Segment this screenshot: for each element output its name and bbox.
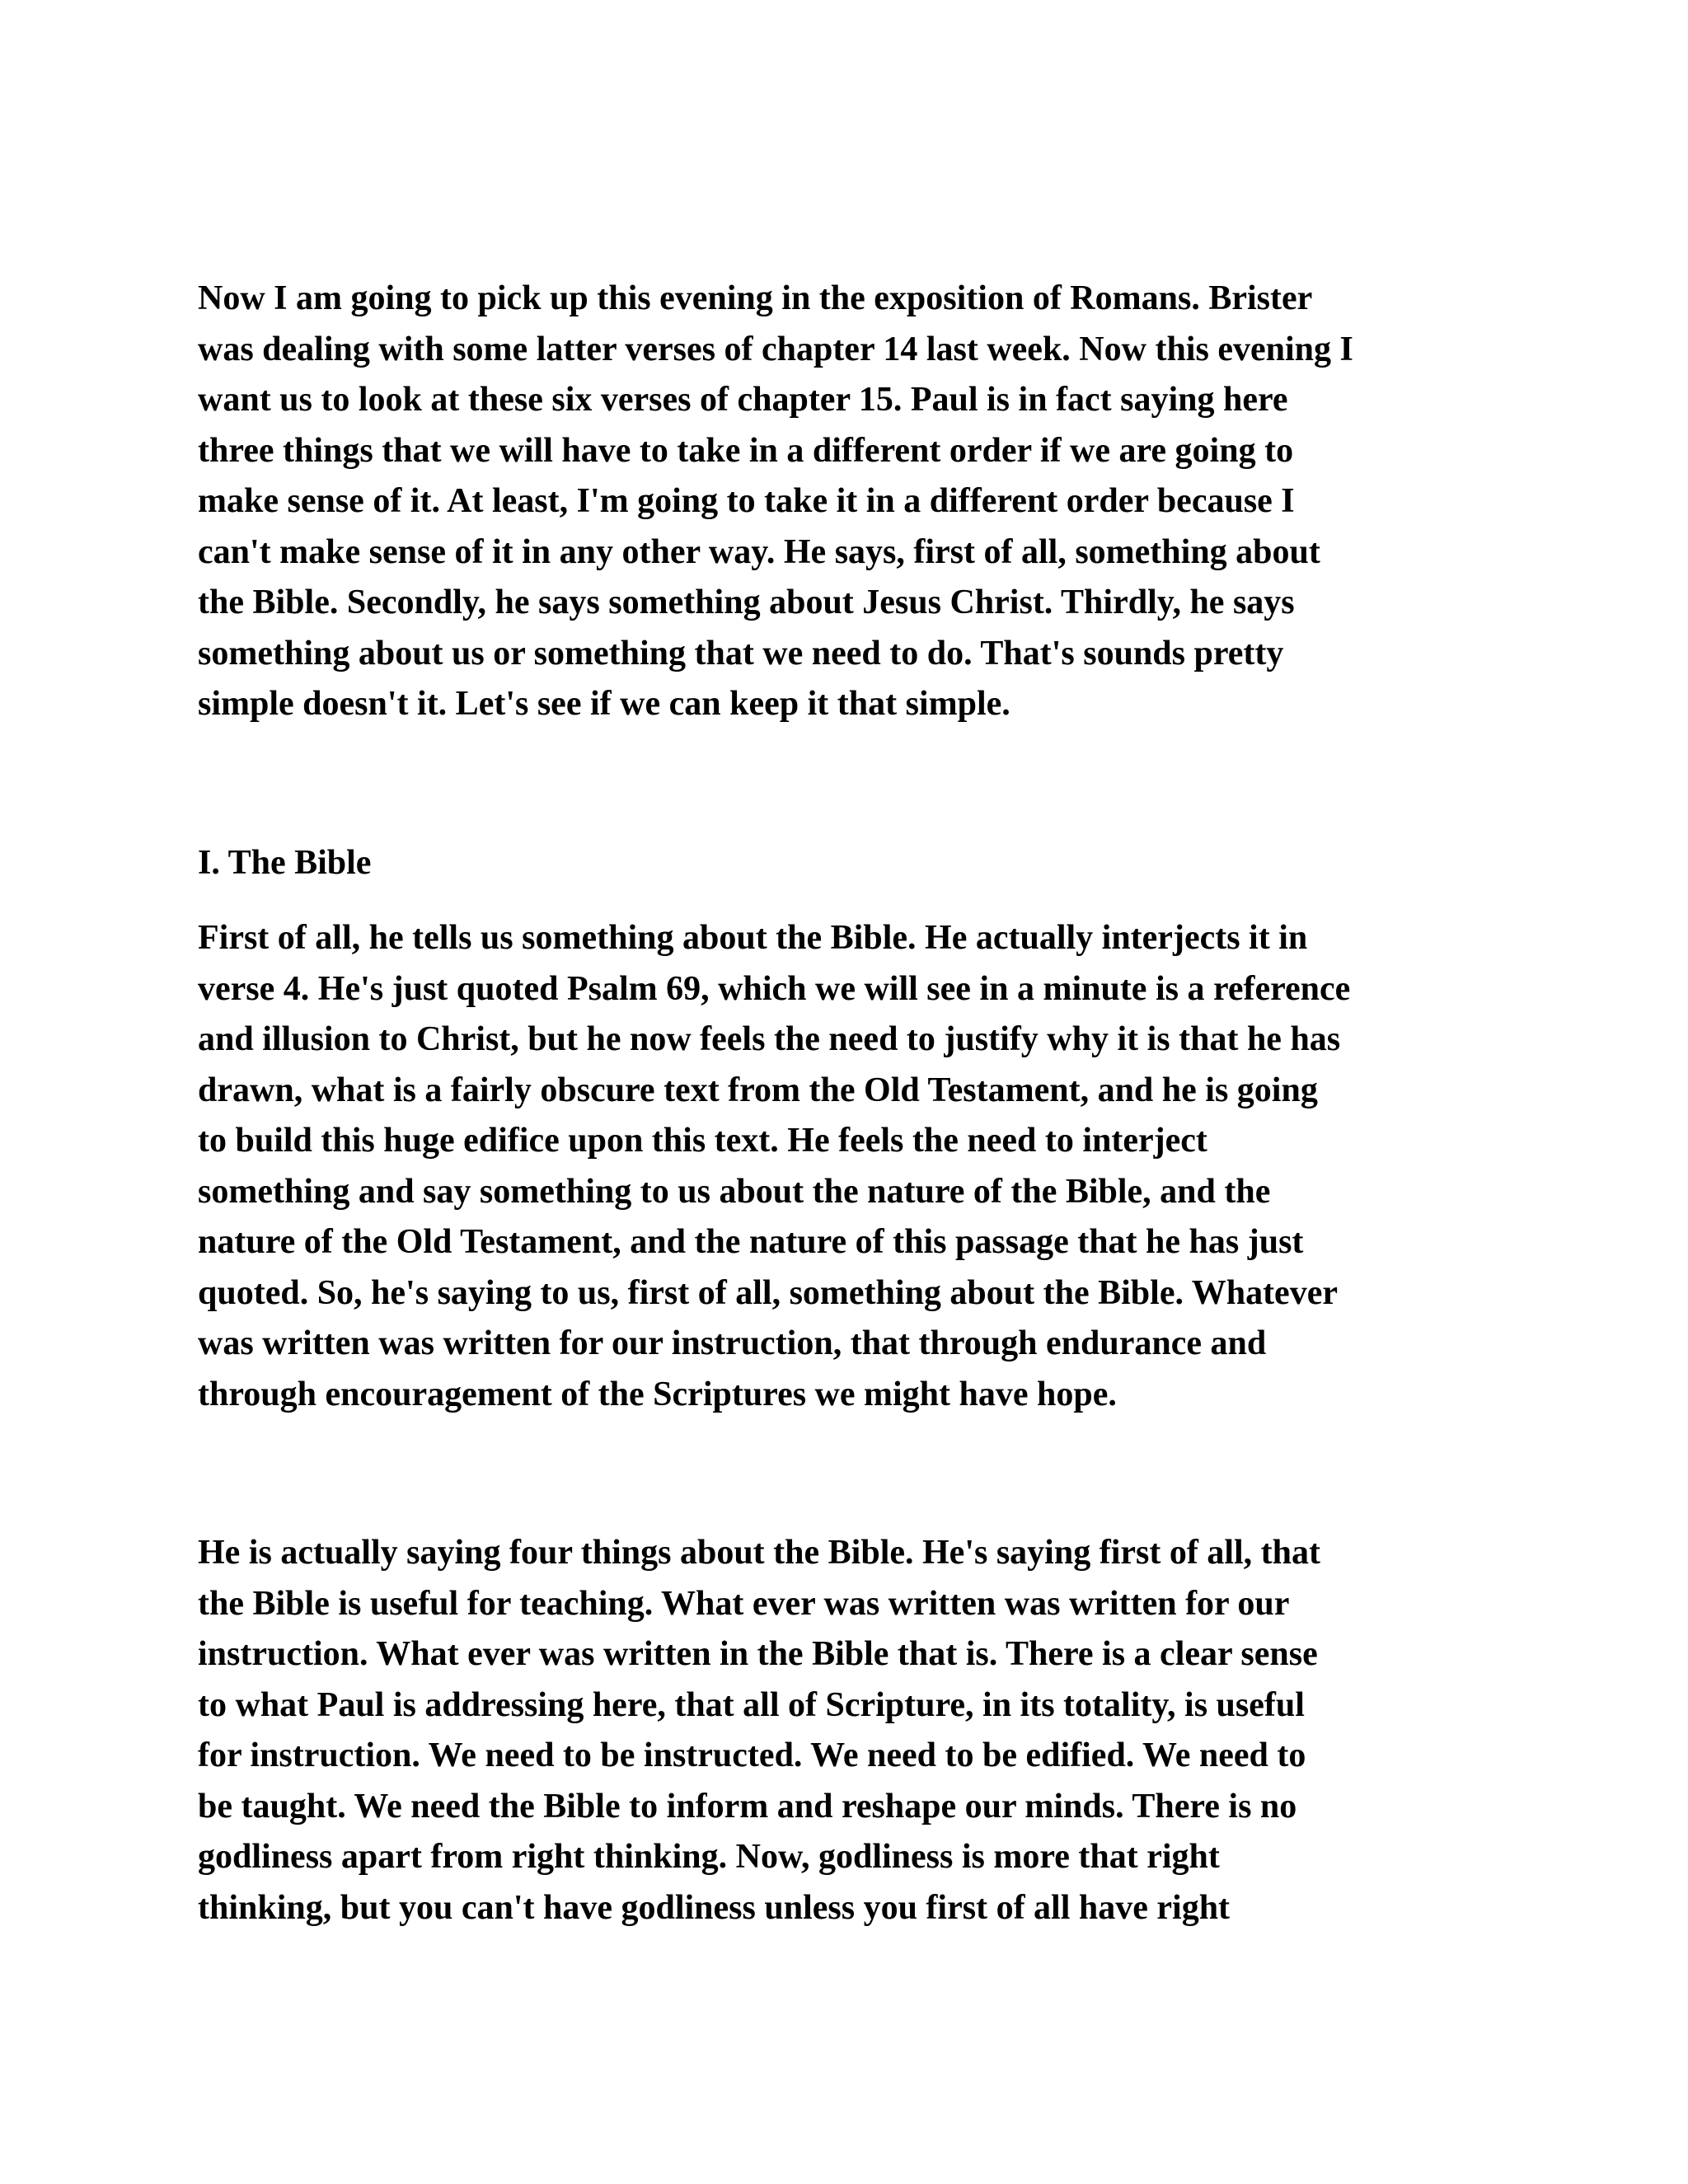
text-line: be taught. We need the Bible to inform and reshape our minds. There is no xyxy=(198,1787,1297,1825)
document-body xyxy=(198,274,1517,1933)
text-line: to what Paul is addressing here, that all of Scripture, in its totality, is useful xyxy=(198,1685,1305,1724)
text-line: drawn, what is a fairly obscure text from the Old Testament, and he is going xyxy=(198,1071,1318,1109)
section-heading xyxy=(198,838,1517,889)
text-line: First of all, he tells us something about the Bible. He actually interjects it in xyxy=(198,919,1308,957)
paragraph-four-things xyxy=(198,1528,1517,1933)
text-line: for instruction. We need to be instructed. We need to be edified. We need to xyxy=(198,1736,1306,1774)
text-line: to build this huge edifice upon this text. He feels the need to interject xyxy=(198,1122,1207,1160)
text-line: nature of the Old Testament, and the nature of this passage that he has just xyxy=(198,1223,1304,1261)
text-line: Now I am going to pick up this evening in the exposition of Romans. Brister xyxy=(198,279,1313,317)
paragraph-bible-intro xyxy=(198,913,1517,1420)
text-line: simple doesn't it. Let's see if we can keep it that simple. xyxy=(198,685,1010,723)
text-line: was written was written for our instruction, that through endurance and xyxy=(198,1324,1267,1362)
text-line: can't make sense of it in any other way. He says, first of all, something about xyxy=(198,532,1320,571)
text-line: the Bible. Secondly, he says something about Jesus Christ. Thirdly, he says xyxy=(198,583,1295,621)
text-line: godliness apart from right thinking. Now, godliness is more that right xyxy=(198,1838,1220,1876)
text-line: quoted. So, he's saying to us, first of all, something about the Bible. Whatever xyxy=(198,1273,1338,1312)
paragraph-intro xyxy=(198,274,1517,730)
text-line: and illusion to Christ, but he now feels the need to justify why it is that he has xyxy=(198,1020,1341,1058)
text-line: three things that we will have to take in a different order if we are going to xyxy=(198,431,1294,470)
text-line: the Bible is useful for teaching. What ever was written was written for our xyxy=(198,1584,1290,1623)
text-line: something and say something to us about the nature of the Bible, and the xyxy=(198,1172,1271,1211)
text-line: make sense of it. At least, I'm going to take it in a different order because I xyxy=(198,482,1295,520)
text-line: verse 4. He's just quoted Psalm 69, which we will see in a minute is a reference xyxy=(198,969,1351,1008)
text-line: instruction. What ever was written in the Bible that is. There is a clear sense xyxy=(198,1635,1318,1673)
text-line: He is actually saying four things about the Bible. He's saying first of all, that xyxy=(198,1534,1320,1572)
section-heading-text: I. The Bible xyxy=(198,843,372,882)
text-line: something about us or something that we need to do. That's sounds pretty xyxy=(198,634,1284,673)
text-line: thinking, but you can't have godliness unless you first of all have right xyxy=(198,1888,1231,1927)
text-line: want us to look at these six verses of chapter 15. Paul is in fact saying here xyxy=(198,381,1288,419)
text-line: through encouragement of the Scriptures we might have hope. xyxy=(198,1375,1117,1413)
text-line: was dealing with some latter verses of chapter 14 last week. Now this evening I xyxy=(198,330,1353,368)
